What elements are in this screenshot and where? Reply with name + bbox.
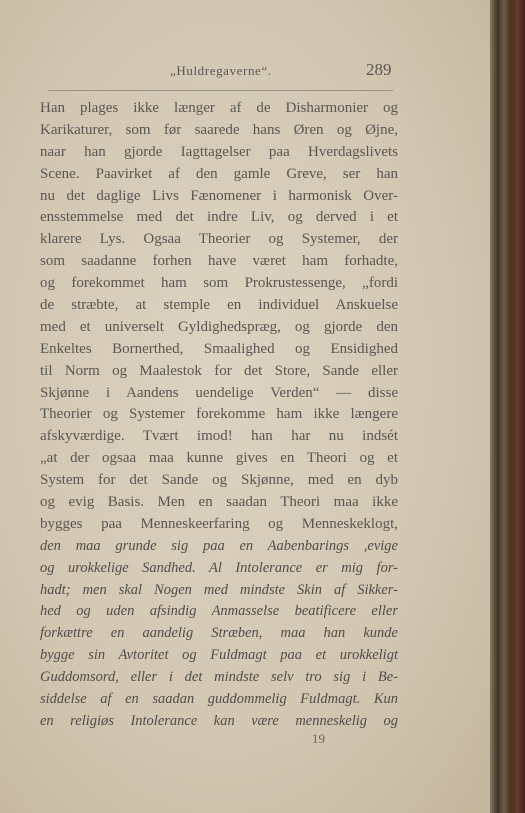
text-line: hadt; men skal Nogen med mindste Skin af Sikker- xyxy=(40,581,398,598)
text-line: bygges paa Menneskeerfaring og Menneskeklogt, xyxy=(40,515,398,532)
text-line: Enkeltes Bornerthed, Smaalighed og Ensidighed xyxy=(40,340,398,357)
signature-mark: 19 xyxy=(312,731,325,746)
text-line: Karikaturer, som før saarede hans Øren og Øjne, xyxy=(40,121,398,138)
text-line: Han plages ikke længer af de Disharmonier og xyxy=(40,100,398,116)
text-line: ensstemmelse med det indre Liv, og derved i et xyxy=(40,209,398,226)
page-number: 289 xyxy=(366,60,392,79)
text-line: siddelse af en saadan guddommelig Fuldmagt. Kun xyxy=(40,691,398,708)
text-line: til Norm og Maalestok for det Store, Sande eller xyxy=(40,362,398,379)
text-line: klarere Lys. Ogsaa Theorier og Systemer, der xyxy=(40,231,398,248)
text-line: og forekommet ham som Prokrustessenge, „fordi xyxy=(40,275,398,292)
text-line: med et universelt Gyldighedspræg, og gjorde den xyxy=(40,318,398,335)
text-line: Scene. Paavirket af den gamle Greve, ser han xyxy=(40,165,398,182)
text-line: forkættre en aandelig Stræben, maa han kunde xyxy=(40,625,398,642)
text-line: „at der ogsaa maa kunne gives en Theori og et xyxy=(40,450,398,467)
text-line: nu det daglige Livs Fænomener i harmonisk Over- xyxy=(40,187,398,204)
text-line: og urokkelige Sandhed. Al Intolerance er mig for- xyxy=(40,559,398,576)
running-title: „Huldregaverne“. xyxy=(170,63,272,78)
text-line: afskyværdige. Tvært imod! han har nu indsét xyxy=(40,428,398,445)
text-line: System for det Sande og Skjønne, med en dyb xyxy=(40,472,398,489)
text-line: bygge sin Avtoritet og Fuldmagt paa et urokkeligt xyxy=(40,647,398,664)
text-line: Skjønne i Aandens uendelige Verden“ — disse xyxy=(40,384,398,401)
text-line: den maa grunde sig paa en Aabenbarings ,evige xyxy=(40,537,398,554)
body-text xyxy=(40,98,398,733)
text-line: Guddomsord, eller i det mindste selv tro sig i Be- xyxy=(40,669,398,686)
text-line: Theorier og Systemer forekomme ham ikke længere xyxy=(40,406,398,423)
book-gutter xyxy=(490,0,525,813)
page-header xyxy=(0,60,492,84)
text-line: og evig Basis. Men en saadan Theori maa ikke xyxy=(40,494,398,511)
text-line: naar han gjorde Iagttagelser paa Hverdagslivets xyxy=(40,143,398,160)
text-line: en religiøs Intolerance kan være menneskelig og xyxy=(40,712,398,729)
text-line: de stræbte, at stemple en individuel Anskuelse xyxy=(40,297,398,314)
header-rule xyxy=(48,90,393,91)
text-line: som saadanne forhen have været ham forhadte, xyxy=(40,253,398,270)
text-line: hed og uden afsindig Anmasselse beatificere eller xyxy=(40,603,398,620)
